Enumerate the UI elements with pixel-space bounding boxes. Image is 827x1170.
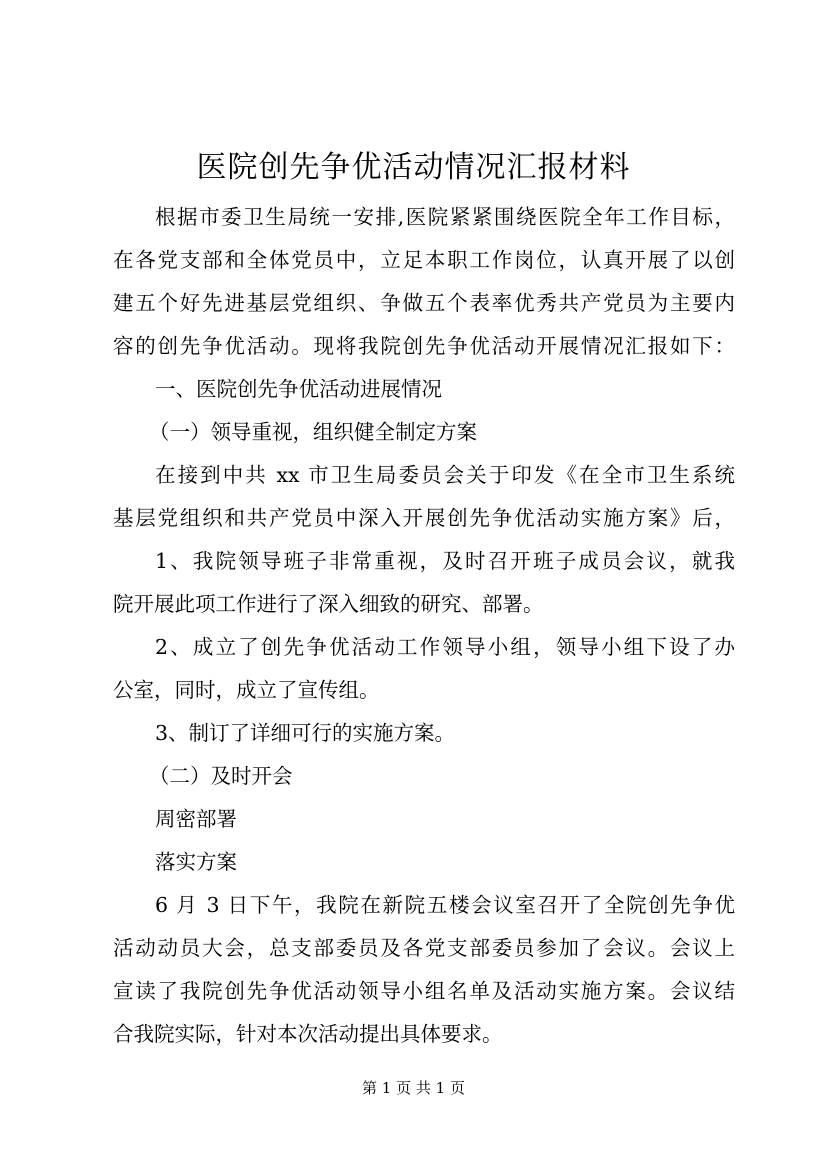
paragraph-line: 根据市委卫生局统一安排,医院紧紧围绕医院全年工作目标， [155,205,735,229]
section-heading: 一、医院创先争优活动进展情况 [155,377,442,401]
paragraph-line: 活动动员大会，总支部委员及各党支部委员参加了会议。会议上 [113,936,735,960]
document-body [113,196,735,1056]
paragraph-line: 在接到中共 xx 市卫生局委员会关于印发《在全市卫生系统 [155,463,735,487]
paragraph-line: 6 月 3 日下午，我院在新院五楼会议室召开了全院创先争优 [155,893,735,917]
subsection-heading: （二）及时开会 [149,764,293,788]
paragraph-line: 建五个好先进基层党组织、争做五个表率优秀共产党员为主要内 [113,291,735,315]
paragraph-line: 公室，同时，成立了宣传组。 [113,678,380,702]
paragraph-line: 合我院实际，针对本次活动提出具体要求。 [113,1022,503,1046]
paragraph-line: 周密部署 [155,807,237,831]
document-title: 医院创先争优活动情况汇报材料 [196,150,631,185]
paragraph-line: 2、成立了创先争优活动工作领导小组，领导小组下设了办 [155,635,735,659]
page-footer: 第 1 页 共 1 页 [362,1079,465,1097]
paragraph-line: 宣读了我院创先争优活动领导小组名单及活动实施方案。会议结 [113,979,735,1003]
subsection-heading: （一）领导重视，组织健全制定方案 [149,420,477,444]
paragraph-line: 院开展此项工作进行了深入细致的研究、部署。 [113,592,544,616]
paragraph-line: 3、制订了详细可行的实施方案。 [155,721,456,745]
paragraph-line: 基层党组织和共产党员中深入开展创先争优活动实施方案》后， [113,506,735,530]
paragraph-line: 在各党支部和全体党员中，立足本职工作岗位，认真开展了以创 [113,248,735,272]
paragraph-line: 容的创先争优活动。现将我院创先争优活动开展情况汇报如下： [113,334,735,358]
paragraph-line: 落实方案 [155,850,237,874]
paragraph-line: 1、我院领导班子非常重视，及时召开班子成员会议，就我 [155,549,735,573]
